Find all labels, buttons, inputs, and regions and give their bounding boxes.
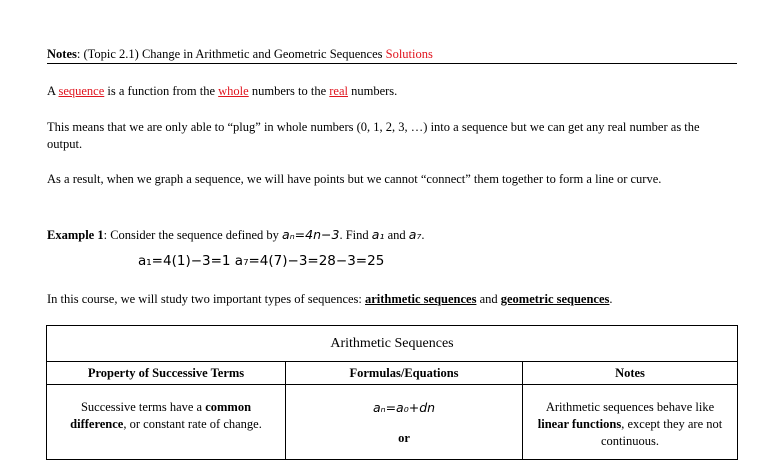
- notes-text-1: Arithmetic sequences behave like: [545, 400, 715, 414]
- paragraph-graph: As a result, when we graph a sequence, we will have points but we cannot “connect” them together to form a line or curve.: [47, 172, 662, 186]
- example-a7: a₇: [408, 227, 422, 242]
- paragraph-plug-in: This means that we are only able to “plug” in whole numbers (0, 1, 2, 3, …) into a sequence but we can get any real number as the output.: [47, 120, 700, 151]
- course-and: and: [476, 292, 501, 306]
- solutions-label: Solutions: [385, 47, 433, 61]
- def-text-2: is a function from the: [107, 84, 219, 98]
- topic-title: : (Topic 2.1) Change in Arithmetic and Geometric Sequences: [76, 47, 386, 61]
- def-text-4: numbers.: [348, 84, 398, 98]
- blank-sequence: sequence: [58, 84, 105, 98]
- sequence-definition: [47, 83, 727, 100]
- def-text-3: numbers to the: [251, 84, 330, 98]
- course-types: [47, 291, 727, 308]
- example-formula: aₙ=4n−3: [282, 227, 340, 242]
- example-and: and: [384, 228, 409, 242]
- property-text-1: Successive terms have a: [80, 400, 206, 414]
- linear-functions-term: linear functions: [537, 417, 622, 431]
- table-title: Arithmetic Sequences: [47, 326, 738, 362]
- example-work: a₁=4(1)−3=1 a₇=4(7)−3=28−3=25: [138, 253, 385, 269]
- example-text-1: : Consider the sequence defined by: [103, 228, 283, 242]
- example-label: Example 1: [47, 228, 104, 242]
- arithmetic-sequences-term: arithmetic sequences: [365, 292, 477, 306]
- course-text-1: In this course, we will study two important types of sequences:: [47, 292, 365, 306]
- cell-formulas: [286, 385, 523, 460]
- header-notes: Notes: [523, 362, 738, 385]
- arithmetic-formula: aₙ=a₀+dn: [372, 400, 436, 415]
- example-a1: a₁: [371, 227, 385, 242]
- cell-notes: [523, 385, 738, 460]
- cell-property: [47, 385, 286, 460]
- header-property: Property of Successive Terms: [47, 362, 286, 385]
- property-text-2: , or constant rate of change.: [123, 417, 262, 431]
- example-text-2: . Find: [339, 228, 372, 242]
- formula-or: or: [398, 431, 410, 445]
- header-formulas: Formulas/Equations: [286, 362, 523, 385]
- blank-whole: whole: [218, 84, 249, 98]
- def-text-1: A: [47, 84, 59, 98]
- example-end: .: [421, 228, 425, 242]
- arithmetic-sequences-table: [46, 325, 738, 460]
- common-difference-term: common difference: [70, 400, 252, 431]
- geometric-sequences-term: geometric sequences: [500, 292, 610, 306]
- notes-text-2: , except they are not continuous.: [601, 417, 723, 448]
- notes-header: [47, 47, 737, 64]
- notes-label: Notes: [47, 47, 77, 61]
- blank-real: real: [329, 84, 348, 98]
- course-end: .: [609, 292, 613, 306]
- example-1: [47, 226, 727, 244]
